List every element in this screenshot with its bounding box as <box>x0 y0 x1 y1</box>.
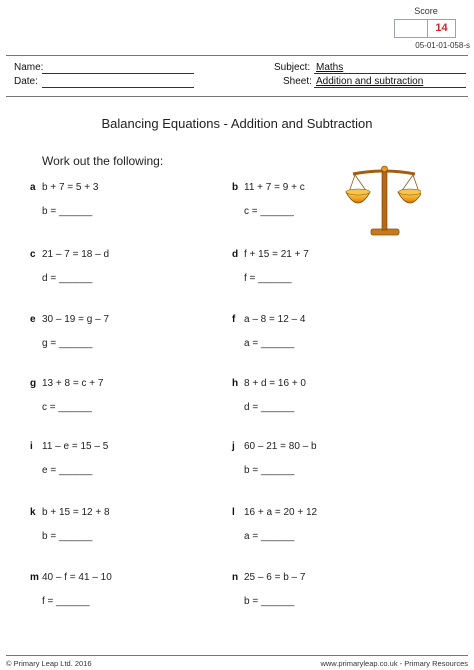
score-label: Score <box>414 6 438 16</box>
question-equation: 11 + 7 = 9 + c <box>244 182 305 193</box>
question-equation: 21 – 7 = 18 – d <box>42 249 110 260</box>
question-letter: m <box>30 572 39 583</box>
date-label: Date: <box>14 76 38 87</box>
answer-blank[interactable]: d = ______ <box>244 402 295 413</box>
footer-copyright: © Primary Leap Ltd. 2016 <box>6 659 92 668</box>
header-bottom-rule <box>6 96 468 97</box>
question-letter: n <box>232 572 239 583</box>
answer-blank[interactable]: b = ______ <box>244 465 295 476</box>
answer-blank[interactable]: b = ______ <box>244 596 295 607</box>
answer-blank[interactable]: g = ______ <box>42 338 93 349</box>
question-letter: c <box>30 249 36 260</box>
footer-rule <box>6 655 468 656</box>
question-equation: 11 – e = 15 – 5 <box>42 441 109 452</box>
worksheet-title: Balancing Equations - Addition and Subtraction <box>101 116 373 131</box>
subject-label: Subject: <box>274 62 311 73</box>
answer-blank[interactable]: b = ______ <box>42 531 93 542</box>
answer-blank[interactable]: f = ______ <box>244 273 292 284</box>
question-letter: i <box>30 441 33 452</box>
answer-blank[interactable]: f = ______ <box>42 596 90 607</box>
date-field[interactable] <box>42 87 194 88</box>
name-field[interactable] <box>42 73 194 74</box>
question-equation: f + 15 = 21 + 7 <box>244 249 309 260</box>
sheet-value: Addition and subtraction <box>316 76 424 87</box>
answer-blank[interactable]: a = ______ <box>244 338 295 349</box>
subject-value: Maths <box>316 62 344 73</box>
question-letter: d <box>232 249 239 260</box>
question-letter: l <box>232 507 235 518</box>
question-equation: 25 – 6 = b – 7 <box>244 572 306 583</box>
question-equation: 8 + d = 16 + 0 <box>244 378 306 389</box>
score-box <box>394 19 456 38</box>
question-letter: b <box>232 182 239 193</box>
subject-line <box>314 73 466 74</box>
question-letter: j <box>232 441 235 452</box>
sheet-line <box>314 87 466 88</box>
question-equation: 60 – 21 = 80 – b <box>244 441 317 452</box>
question-equation: a – 8 = 12 – 4 <box>244 314 306 325</box>
sheet-label: Sheet: <box>283 76 312 87</box>
answer-blank[interactable]: d = ______ <box>42 273 93 284</box>
question-letter: f <box>232 314 236 325</box>
answer-blank[interactable]: e = ______ <box>42 465 93 476</box>
name-label: Name: <box>14 62 44 73</box>
question-equation: b + 15 = 12 + 8 <box>42 507 110 518</box>
question-equation: 30 – 19 = g – 7 <box>42 314 110 325</box>
answer-blank[interactable]: c = ______ <box>42 402 92 413</box>
question-letter: e <box>30 314 36 325</box>
sheet-code: 05-01-01-058-s <box>415 41 470 50</box>
question-equation: 40 – f = 41 – 10 <box>42 572 112 583</box>
answer-blank[interactable]: c = ______ <box>244 206 294 217</box>
question-letter: g <box>30 378 37 389</box>
balance-scales-icon <box>345 160 421 238</box>
question-letter: k <box>30 507 36 518</box>
question-equation: b + 7 = 5 + 3 <box>42 182 99 193</box>
footer-site: www.primaryleap.co.uk - Primary Resources <box>320 659 468 668</box>
header-top-rule <box>6 55 468 56</box>
question-letter: h <box>232 378 239 389</box>
question-equation: 16 + a = 20 + 12 <box>244 507 318 518</box>
answer-blank[interactable]: b = ______ <box>42 206 93 217</box>
question-equation: 13 + 8 = c + 7 <box>42 378 104 389</box>
score-blank-cell <box>395 20 428 37</box>
score-value: 14 <box>435 22 448 34</box>
answer-blank[interactable]: a = ______ <box>244 531 295 542</box>
instruction-text: Work out the following: <box>42 154 164 168</box>
question-letter: a <box>30 182 36 193</box>
